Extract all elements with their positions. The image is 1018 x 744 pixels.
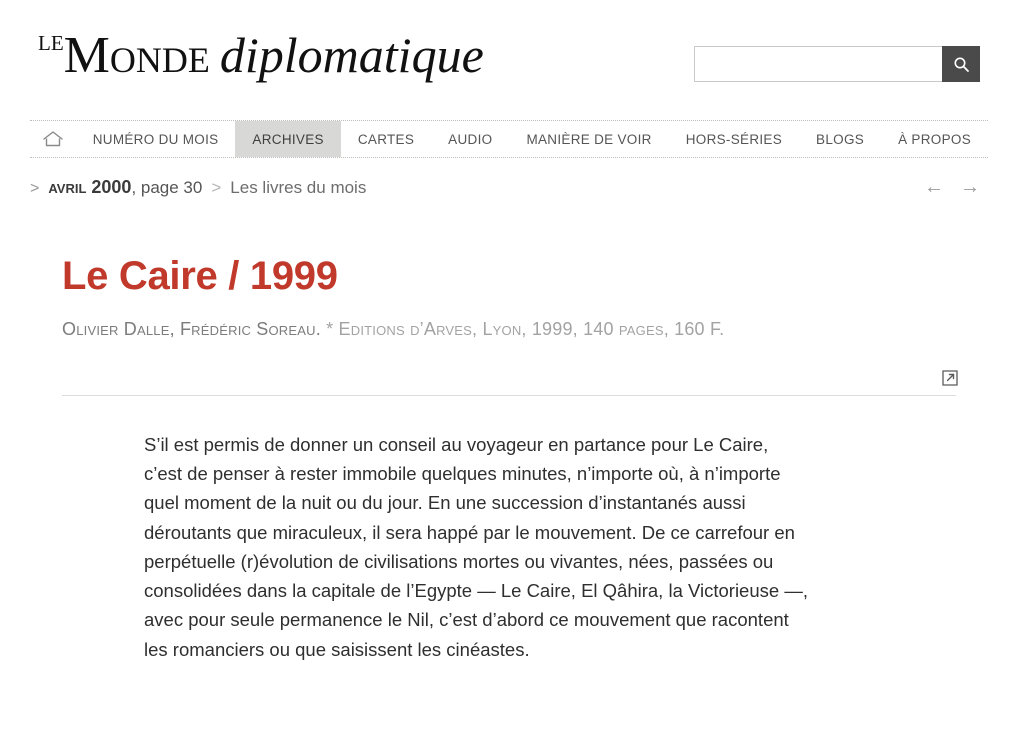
nav-item-a-propos[interactable]: À PROPOS [898,131,971,147]
nav-item-numero-du-mois[interactable]: NUMÉRO DU MOIS [92,131,219,147]
article-publication-info: * Editions d’Arves, Lyon, 1999, 140 pages, 160 F. [326,319,725,339]
site-logo[interactable] [38,26,484,85]
nav-item-archives[interactable]: ARCHIVES [235,121,340,157]
logo-diplomatique: diplomatique [219,27,484,83]
breadcrumb-section[interactable]: Les livres du mois [230,177,367,197]
breadcrumb-separator: > [211,177,222,197]
nav-item-blogs[interactable]: BLOGS [816,131,865,147]
masthead [0,0,1018,120]
search-input[interactable] [694,46,942,82]
next-article-arrow[interactable]: → [960,176,980,198]
page-title: Le Caire / 1999 [62,254,338,298]
article-byline [62,319,956,340]
article-divider-row [62,366,956,396]
search-bar [694,46,980,82]
nav-item-audio[interactable]: AUDIO [448,131,493,147]
breadcrumb-row [30,158,988,216]
breadcrumb [30,177,366,198]
previous-article-arrow[interactable]: ← [924,176,944,198]
nav-home-button[interactable] [30,121,76,157]
breadcrumb-month[interactable]: avril 2000 [48,176,132,197]
main-navigation [30,120,988,158]
divider [62,395,956,396]
article-paragraph: S’il est permis de donner un conseil au voyageur en partance pour Le Caire, c’est de penser à rester immobile quelques minutes, n’importe où, à n’importe quel moment de la nuit ou du jour. En une succession d’instantanés aussi déroutants que miraculeux, il sera happé par le mouvement. De ce carrefour en perpétuelle (r)évolution de civilisations mortes ou vivantes, nées, passées ou consolidées dans la capitale de l’Egypte — Le Caire, El Qâhira, la Victorieuse —, avec pour seule permanence le Nil, c’est d’abord ce mouvement que racontent les romanciers ou que saisissent les cinéastes. [144,434,808,660]
article [30,254,988,664]
nav-item-hors-series[interactable]: HORS-SÉRIES [685,131,783,147]
breadcrumb-page: , page 30 [131,177,203,197]
home-icon [42,129,64,149]
article-body [62,430,956,664]
breadcrumb-navigation-arrows [924,177,980,197]
nav-item-maniere-de-voir[interactable]: MANIÈRE DE VOIR [526,131,652,147]
logo-le: LE [38,31,64,55]
nav-item-cartes[interactable]: CARTES [357,131,415,147]
search-button[interactable] [942,46,980,82]
logo-monde: Monde [63,27,210,84]
external-link-icon[interactable] [940,368,960,388]
breadcrumb-caret: > [30,179,40,197]
article-authors: Olivier Dalle, Frédéric Soreau. [62,319,321,339]
search-icon [953,56,970,73]
